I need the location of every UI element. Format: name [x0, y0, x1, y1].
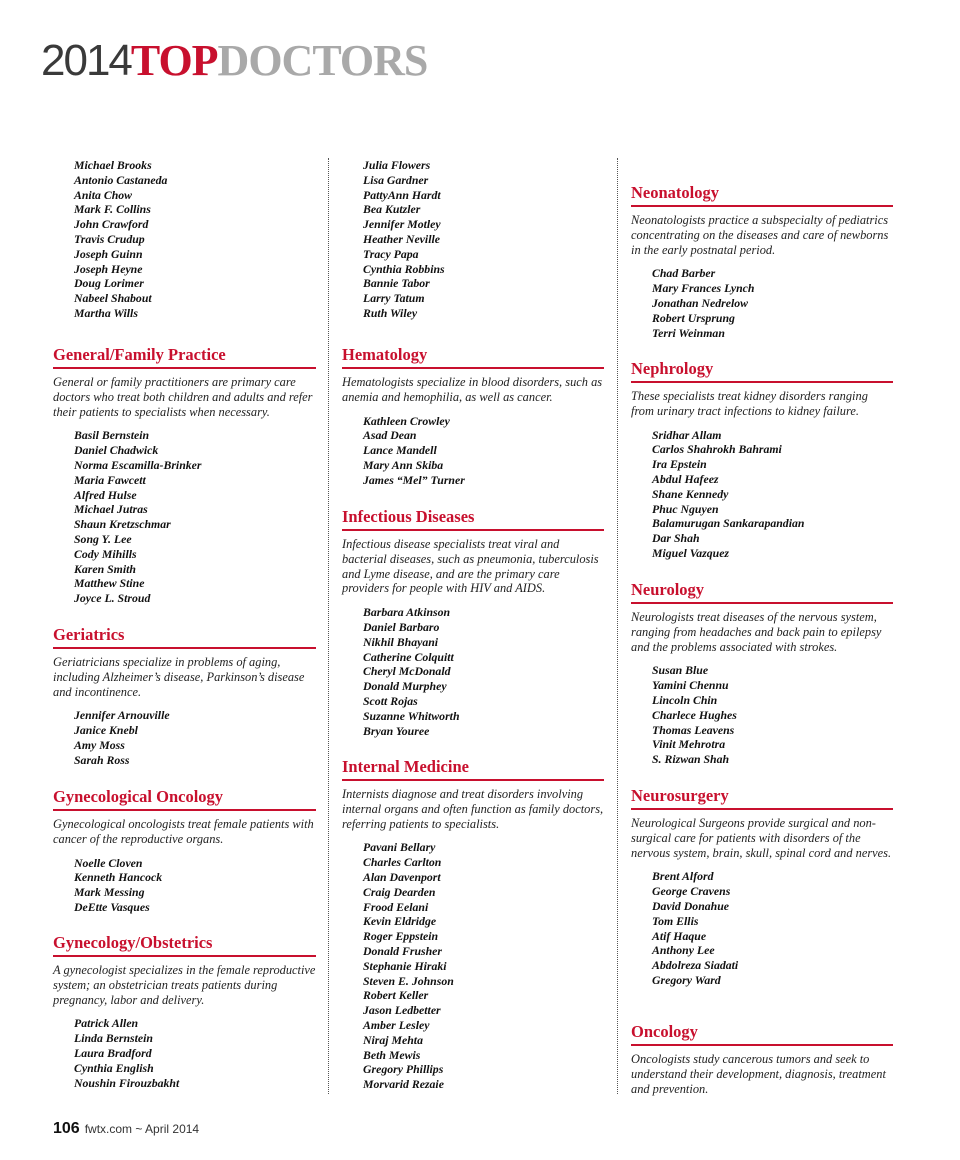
section-title: Hematology [342, 345, 604, 369]
doctor-name: Anthony Lee [652, 943, 715, 958]
doctor-list [342, 414, 604, 488]
doctor-name: Sridhar Allam [652, 427, 722, 442]
doctor-name: Craig Dearden [363, 884, 436, 899]
doctor-name: Alfred Hulse [74, 487, 137, 502]
doctor-name: DeEtte Vasques [74, 899, 150, 914]
section-title: Gynecology/Obstetrics [53, 933, 316, 957]
section-description: Hematologists specialize in blood disorders, such as anemia and hemophilia, as well as cancer. [342, 375, 603, 404]
section-oncology [631, 1022, 893, 1105]
doctor-name: Ira Epstein [652, 457, 707, 472]
section-description: These specialists treat kidney disorders ranging from urinary tract infections to kidney failure. [631, 389, 868, 418]
continued-list [53, 158, 316, 321]
doctor-list [53, 158, 316, 321]
masthead-doctors: DOCTORS [217, 36, 428, 85]
doctor-name: Noelle Cloven [74, 855, 143, 870]
doctor-name: Morvarid Rezaie [363, 1077, 444, 1092]
doctor-name: Anita Chow [74, 187, 133, 202]
doctor-name: Thomas Leavens [652, 722, 735, 737]
doctor-name: Matthew Stine [74, 576, 145, 591]
section-description: A gynecologist specializes in the female reproductive system; an obstetrician treats patients during pregnancy, labor and delivery. [53, 963, 316, 1007]
doctor-name: Lisa Gardner [363, 172, 429, 187]
doctor-name: Pavani Bellary [363, 840, 436, 855]
doctor-name: Beth Mewis [363, 1047, 421, 1062]
doctor-list [342, 605, 604, 738]
doctor-name: Vinit Mehrotra [652, 737, 726, 752]
doctor-list [53, 856, 316, 915]
doctor-name: Kathleen Crowley [363, 413, 450, 428]
section-title: Oncology [631, 1022, 893, 1046]
section-title: Nephrology [631, 359, 893, 383]
doctor-name: S. Rizwan Shah [652, 752, 730, 767]
doctor-name: Amy Moss [74, 737, 125, 752]
masthead-year: 2014 [41, 36, 131, 85]
doctor-name: Frood Eelani [363, 899, 429, 914]
doctor-name: Linda Bernstein [74, 1031, 153, 1046]
doctor-name: Heather Neville [363, 231, 440, 246]
section-title: Internal Medicine [342, 757, 604, 781]
doctor-name: Steven E. Johnson [363, 973, 454, 988]
doctor-name: Sarah Ross [74, 752, 130, 767]
section-description: Oncologists study cancerous tumors and seek to understand their development, diagnosis, treatment and prevention. [631, 1052, 886, 1096]
doctor-list [631, 266, 893, 340]
doctor-name: Catherine Colquitt [363, 649, 454, 664]
doctor-name: Phuc Nguyen [652, 501, 719, 516]
section-geriatrics [53, 625, 316, 768]
section-title: Infectious Diseases [342, 507, 604, 531]
section-title: Geriatrics [53, 625, 316, 649]
section-neonatology [631, 183, 893, 340]
doctor-name: Dar Shah [652, 531, 700, 546]
doctor-name: Carlos Shahrokh Bahrami [652, 442, 782, 457]
doctor-name: Daniel Barbaro [363, 619, 440, 634]
section-description: Geriatricians specialize in problems of aging, including Alzheimer’s disease, Parkinson’s disease and incontinence. [53, 655, 305, 699]
doctor-name: John Crawford [74, 217, 149, 232]
doctor-name: Stephanie Hiraki [363, 958, 447, 973]
doctor-name: Brent Alford [652, 869, 714, 884]
doctor-name: Janice Knebl [74, 723, 138, 738]
doctor-name: Julia Flowers [363, 158, 431, 172]
doctor-name: PattyAnn Hardt [363, 187, 441, 202]
doctor-name: Alan Davenport [363, 869, 441, 884]
doctor-name: Charles Carlton [363, 855, 442, 870]
doctor-list [53, 428, 316, 606]
doctor-name: Susan Blue [652, 663, 709, 678]
doctor-name: Michael Brooks [74, 158, 152, 172]
doctor-name: Bannie Tabor [363, 276, 430, 291]
doctor-name: Robert Ursprung [652, 310, 735, 325]
doctor-name: Basil Bernstein [74, 428, 150, 443]
doctor-name: Gregory Ward [652, 972, 721, 987]
doctor-name: Laura Bradford [74, 1045, 152, 1060]
doctor-list [631, 428, 893, 561]
doctor-name: Antonio Castaneda [74, 172, 168, 187]
doctor-name: Shaun Kretzschmar [74, 517, 171, 532]
doctor-name: Patrick Allen [74, 1016, 139, 1031]
doctor-name: Miguel Vazquez [652, 545, 730, 560]
doctor-name: Joseph Guinn [74, 246, 143, 261]
doctor-name: David Donahue [652, 898, 730, 913]
doctor-name: Shane Kennedy [652, 486, 729, 501]
doctor-name: Joyce L. Stroud [74, 591, 151, 606]
doctor-name: Kenneth Hancock [74, 870, 163, 885]
doctor-list [342, 158, 604, 321]
masthead-title [41, 36, 427, 86]
doctor-name: Ruth Wiley [363, 305, 418, 320]
doctor-list [631, 663, 893, 767]
doctor-list [53, 708, 316, 767]
doctor-name: Barbara Atkinson [363, 605, 451, 620]
column-divider [328, 158, 329, 1094]
doctor-name: Robert Keller [363, 988, 429, 1003]
doctor-name: Donald Murphey [363, 679, 447, 694]
doctor-name: Cynthia English [74, 1060, 154, 1075]
doctor-name: Norma Escamilla-Brinker [74, 457, 202, 472]
section-description: Neonatologists practice a subspecialty of pediatrics concentrating on the diseases and care of newborns in the early postnatal period. [631, 213, 889, 257]
masthead-top: TOP [130, 36, 218, 85]
section-gynecology-obstetrics [53, 933, 316, 1090]
doctor-name: Terri Weinman [652, 325, 725, 340]
doctor-name: Travis Crudup [74, 231, 145, 246]
doctor-name: Donald Frusher [363, 943, 443, 958]
doctor-name: Asad Dean [363, 428, 417, 443]
doctor-name: Jennifer Arnouville [74, 708, 170, 723]
doctor-name: Cheryl McDonald [363, 664, 451, 679]
doctor-name: Larry Tatum [363, 291, 425, 306]
doctor-name: James “Mel” Turner [363, 472, 465, 487]
section-title: Gynecological Oncology [53, 787, 316, 811]
doctor-name: Mary Ann Skiba [363, 457, 444, 472]
doctor-name: Karen Smith [74, 561, 136, 576]
doctor-name: George Cravens [652, 884, 731, 899]
doctor-name: Tom Ellis [652, 913, 699, 928]
column-divider [617, 158, 618, 1094]
section-neurology [631, 580, 893, 767]
section-description: Internists diagnose and treat disorders involving internal organs and often function as family doctors, referring patients to specialists. [342, 787, 604, 831]
doctor-name: Nabeel Shabout [74, 291, 152, 306]
section-neurosurgery [631, 786, 893, 988]
section-description: Infectious disease specialists treat viral and bacterial diseases, such as pneumonia, tuberculosis and Lyme disease, and are the primary care providers for people with HIV and AIDS. [342, 537, 599, 596]
doctor-name: Charlece Hughes [652, 707, 737, 722]
doctor-name: Jason Ledbetter [363, 1003, 441, 1018]
doctor-name: Mary Frances Lynch [652, 281, 755, 296]
doctor-name: Mark F. Collins [74, 202, 151, 217]
doctor-name: Amber Lesley [363, 1017, 430, 1032]
section-description: Gynecological oncologists treat female patients with cancer of the reproductive organs. [53, 817, 314, 846]
doctor-name: Balamurugan Sankarapandian [652, 516, 805, 531]
doctor-name: Cody Mihills [74, 546, 137, 561]
doctor-name: Mark Messing [74, 885, 145, 900]
doctor-name: Lincoln Chin [652, 692, 718, 707]
publication-line: fwtx.com ~ April 2014 [84, 1122, 200, 1136]
section-infectious-diseases [342, 507, 604, 738]
section-hematology [342, 345, 604, 488]
doctor-name: Atif Haque [652, 928, 707, 943]
section-title: Neurosurgery [631, 786, 893, 810]
section-nephrology [631, 359, 893, 561]
doctor-name: Nikhil Bhayani [363, 634, 439, 649]
doctor-name: Daniel Chadwick [74, 443, 159, 458]
section-description: Neurologists treat diseases of the nervous system, ranging from headaches and back pain to epilepsy and the problems associated with strokes. [631, 610, 882, 654]
doctor-name: Bea Kutzler [363, 202, 421, 217]
doctor-name: Yamini Chennu [652, 678, 729, 693]
section-description: Neurological Surgeons provide surgical and non-surgical care for patients with disorders of the nervous system, brain, skull, spinal cord and nerves. [631, 816, 892, 860]
doctor-name: Song Y. Lee [74, 531, 132, 546]
doctor-name: Roger Eppstein [363, 929, 439, 944]
section-gynecological-oncology [53, 787, 316, 915]
doctor-name: Martha Wills [74, 305, 138, 320]
doctor-name: Chad Barber [652, 266, 716, 281]
doctor-name: Kevin Eldridge [363, 914, 437, 929]
doctor-name: Gregory Phillips [363, 1062, 444, 1077]
doctor-name: Cynthia Robbins [363, 261, 445, 276]
section-internal-medicine [342, 757, 604, 1092]
doctor-list [342, 840, 604, 1092]
section-title: General/Family Practice [53, 345, 316, 369]
section-title: Neurology [631, 580, 893, 604]
doctor-name: Jonathan Nedrelow [652, 295, 749, 310]
section-general-family-practice [53, 345, 316, 606]
doctor-name: Scott Rojas [363, 693, 418, 708]
doctor-name: Noushin Firouzbakht [74, 1075, 180, 1090]
doctor-list [53, 1016, 316, 1090]
doctor-name: Maria Fawcett [74, 472, 146, 487]
doctor-name: Suzanne Whitworth [363, 708, 460, 723]
section-description: General or family practitioners are primary care doctors who treat both children and adults and refer their patients to specialists when necessary. [53, 375, 313, 419]
page-footer [53, 1120, 199, 1138]
doctor-name: Lance Mandell [363, 443, 437, 458]
doctor-name: Niraj Mehta [363, 1032, 423, 1047]
doctor-name: Abdolreza Siadati [652, 958, 739, 973]
doctor-name: Tracy Papa [363, 246, 419, 261]
page-number: 106 [53, 1120, 80, 1137]
continued-list [342, 158, 604, 321]
section-title: Neonatology [631, 183, 893, 207]
doctor-list [631, 869, 893, 987]
doctor-name: Joseph Heyne [74, 261, 143, 276]
doctor-name: Doug Lorimer [74, 276, 144, 291]
doctor-name: Jennifer Motley [363, 217, 441, 232]
doctor-name: Bryan Youree [363, 723, 430, 738]
doctor-name: Michael Jutras [74, 502, 148, 517]
doctor-name: Abdul Hafeez [652, 471, 719, 486]
